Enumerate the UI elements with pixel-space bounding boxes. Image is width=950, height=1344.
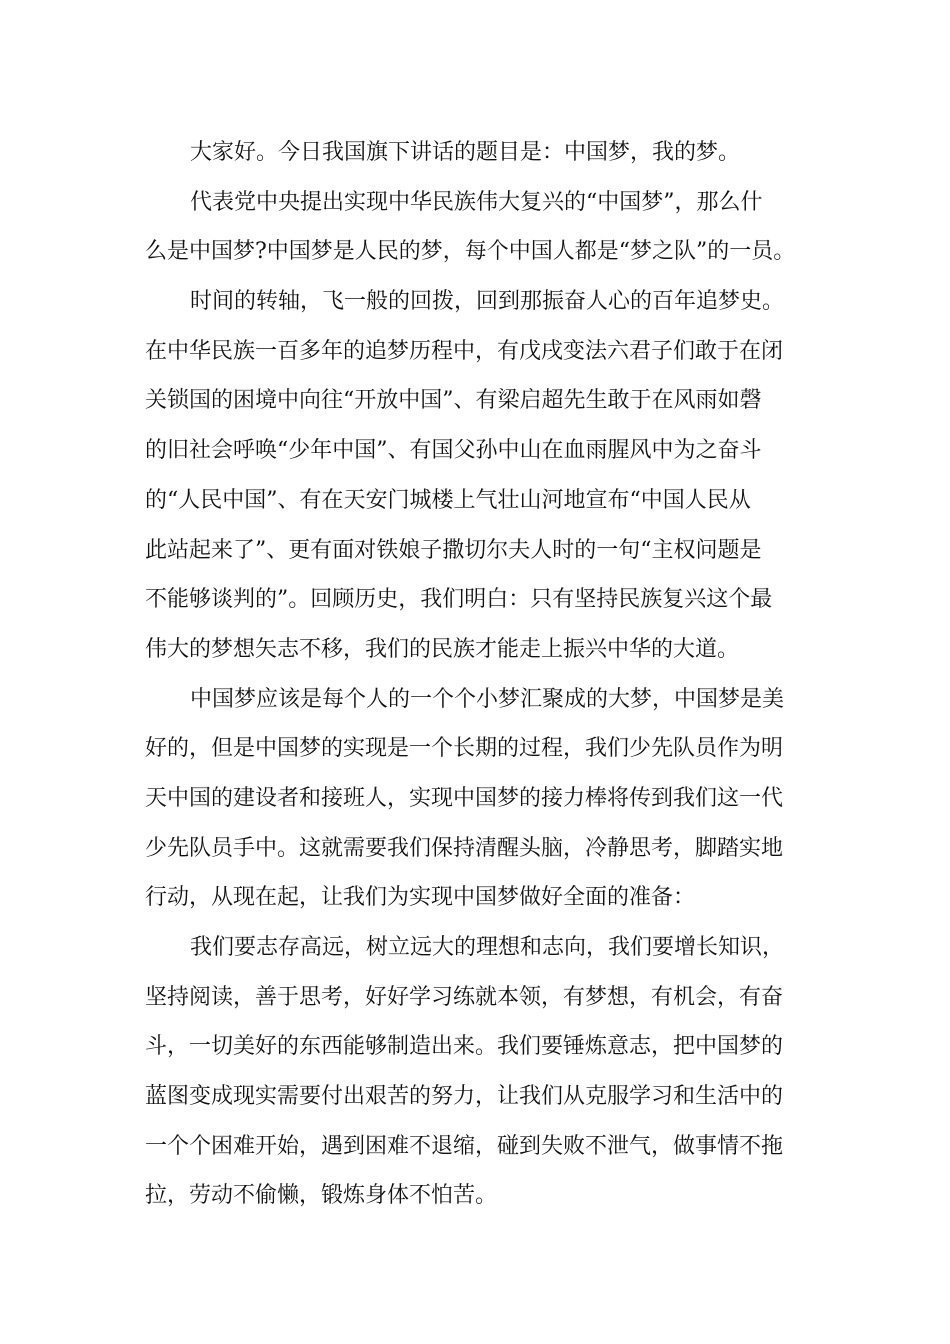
text-line: 天中国的建设者和接班人，实现中国梦的接力棒将传到我们这一代	[145, 785, 784, 811]
text-line: 伟大的梦想矢志不移，我们的民族才能走上振兴中华的大道。	[145, 636, 740, 662]
text-line: 么是中国梦?中国梦是人民的梦，每个中国人都是“梦之队”的一员。	[145, 239, 796, 265]
text-line: 关锁国的困境中向往“开放中国”、有梁启超先生敢于在风雨如磬	[145, 388, 762, 414]
text-line: 斗，一切美好的东西能够制造出来。我们要锤炼意志，把中国梦的	[145, 1034, 784, 1060]
text-line: 蓝图变成现实需要付出艰苦的努力，让我们从克服学习和生活中的	[145, 1084, 784, 1110]
text-line: 中国梦应该是每个人的一个个小梦汇聚成的大梦，中国梦是美	[190, 686, 785, 712]
text-line: 少先队员手中。这就需要我们保持清醒头脑，冷静思考，脚踏实地	[145, 835, 784, 861]
text-line: 行动，从现在起，让我们为实现中国梦做好全面的准备：	[145, 885, 696, 911]
text-line: 时间的转轴，飞一般的回拨，回到那振奋人心的百年追梦史。	[190, 289, 785, 315]
text-line: 我们要志存高远，树立远大的理想和志向，我们要增长知识，	[190, 935, 785, 960]
text-line: 拉，劳动不偷懒，锻炼身体不怕苦。	[145, 1183, 498, 1209]
text-line: 的“人民中国”、有在天安门城楼上气壮山河地宣布“中国人民从	[145, 487, 751, 513]
text-line: 不能够谈判的”。回顾历史，我们明白：只有坚持民族复兴这个最	[145, 587, 773, 613]
speech-body	[145, 128, 825, 1221]
text-line: 一个个困难开始，遇到困难不退缩，碰到失败不泄气，做事情不拖	[145, 1133, 784, 1159]
text-line: 坚持阅读，善于思考，好好学习练就本领，有梦想，有机会，有奋	[145, 984, 784, 1010]
text-line: 在中华民族一百多年的追梦历程中，有戊戌变法六君子们敢于在闭	[145, 338, 784, 364]
text-line: 的旧社会呼唤“少年中国”、有国父孙中山在血雨腥风中为之奋斗	[145, 438, 762, 464]
text-line: 此站起来了”、更有面对铁娘子撒切尔夫人时的一句“主权问题是	[145, 537, 762, 563]
text-line: 好的，但是中国梦的实现是一个长期的过程，我们少先队员作为明	[145, 736, 784, 762]
text-line: 代表党中央提出实现中华民族伟大复兴的“中国梦”，那么什	[190, 189, 763, 215]
text-line: 大家好。今日我国旗下讲话的题目是：中国梦，我的梦。	[190, 140, 741, 165]
